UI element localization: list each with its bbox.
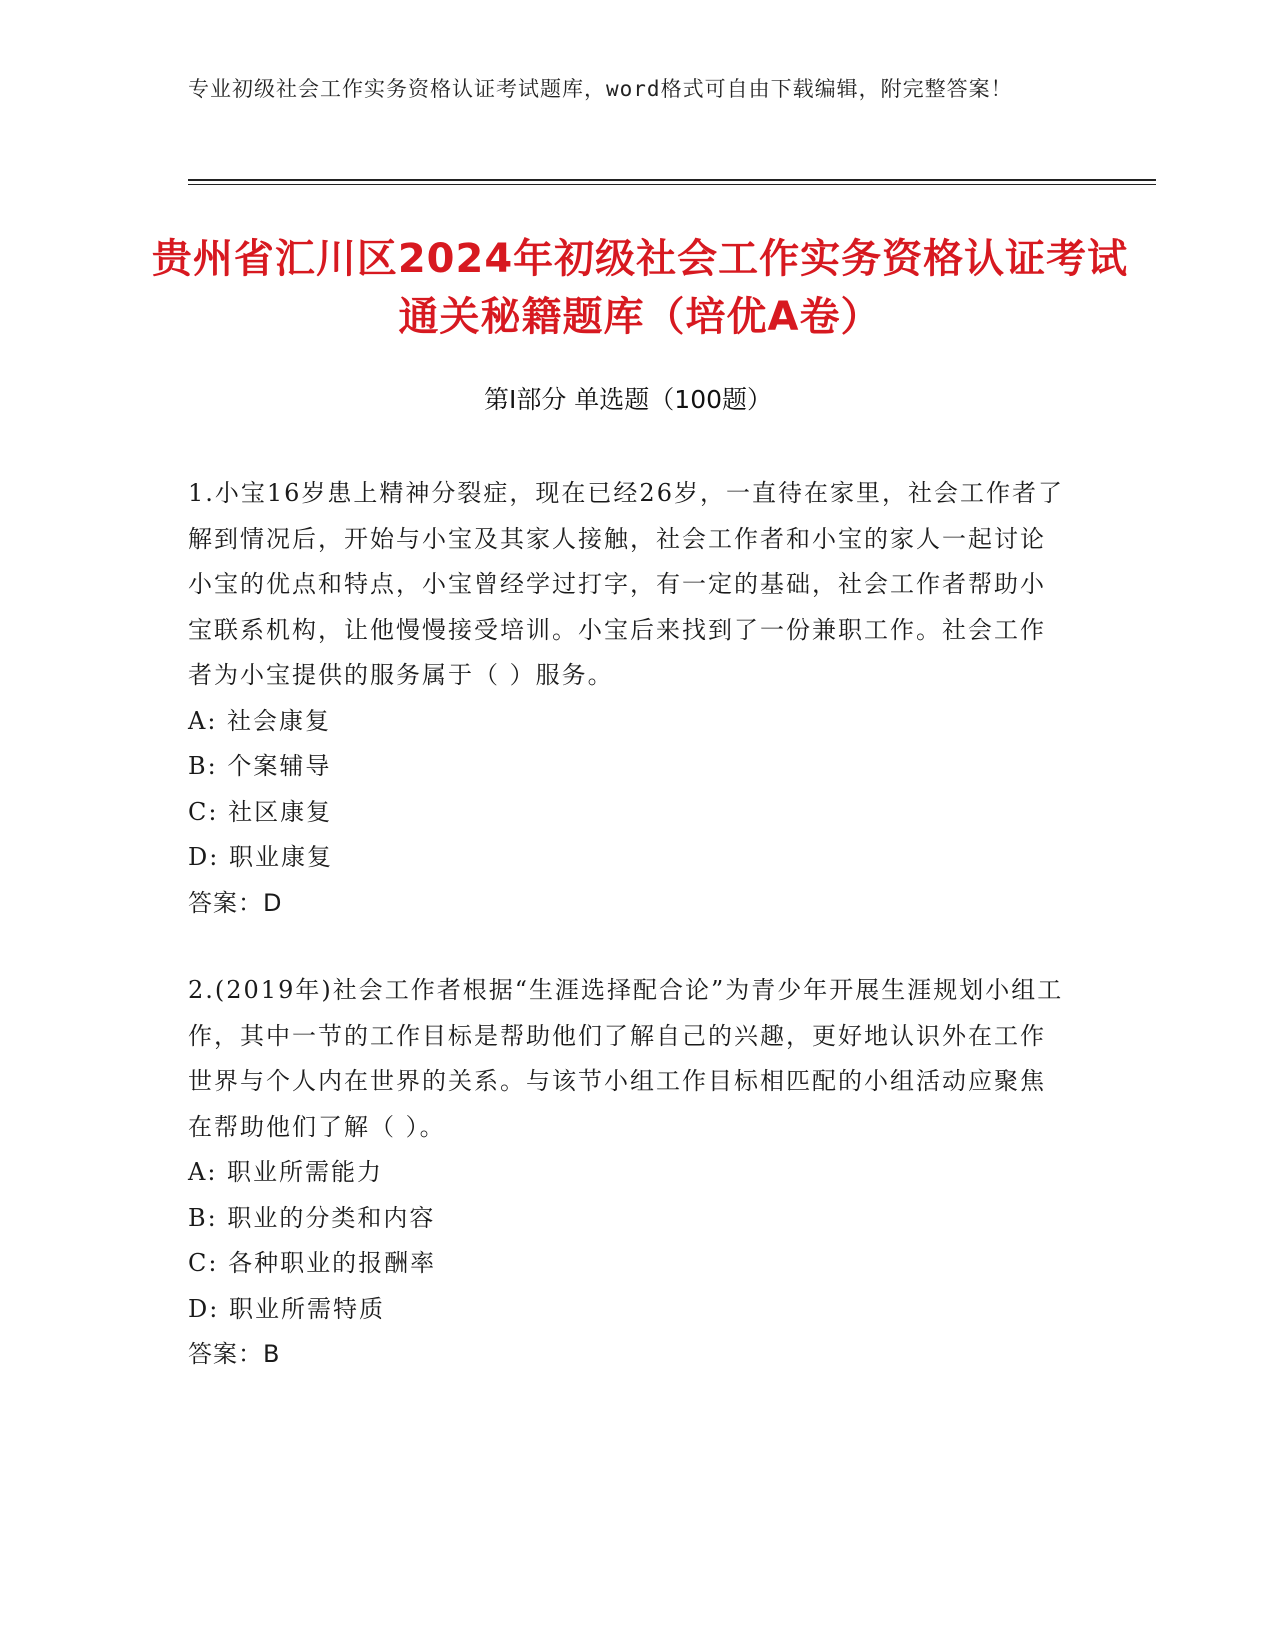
- question-block: [188, 471, 1068, 926]
- answer-line: 答案：D: [188, 888, 283, 917]
- header-note: 专业初级社会工作实务资格认证考试题库，word格式可自由下载编辑，附完整答案！: [188, 77, 1013, 101]
- section-title: 第I部分 单选题（100题）: [483, 385, 773, 414]
- option-d: D: 职业康复: [188, 843, 333, 871]
- question-block: [188, 968, 1068, 1378]
- option-c: C: 社区康复: [188, 797, 333, 826]
- option-c: C: 各种职业的报酬率: [188, 1249, 437, 1277]
- option-d: D: 职业所需特质: [188, 1294, 385, 1323]
- option-b: B: 个案辅导: [188, 752, 332, 780]
- option-a: A: 社会康复: [188, 706, 332, 735]
- question-stem: 1.小宝16岁患上精神分裂症，现在已经26岁，一直待在家里，社会工作者了解到情况后，开始与小宝及其家人接触，社会工作者和小宝的家人一起讨论小宝的优点和特点，小宝曾经学过打字，有一定的基础，社会工作者帮助小宝联系机构，让他慢慢接受培训。小宝后来找到了一份兼职工作。社会工作者为小宝提供的服务属于（ ）服务。: [188, 479, 1064, 689]
- question-stem: 2.(2019年)社会工作者根据“生涯选择配合论”为青少年开展生涯规划小组工作，其中一节的工作目标是帮助他们了解自己的兴趣，更好地认识外在工作世界与个人内在世界的关系。与该节小组工作目标相匹配的小组活动应聚焦在帮助他们了解（ ）。: [188, 976, 1064, 1141]
- option-b: B: 职业的分类和内容: [188, 1203, 436, 1232]
- answer-line: 答案：B: [188, 1340, 281, 1368]
- document-title: 贵州省汇川区2024年初级社会工作实务资格认证考试通关秘籍题库（培优A卷）: [151, 236, 1129, 340]
- option-a: A: 职业所需能力: [188, 1158, 384, 1186]
- header-divider-thin: [188, 184, 1156, 185]
- header-divider-thick: [188, 179, 1156, 181]
